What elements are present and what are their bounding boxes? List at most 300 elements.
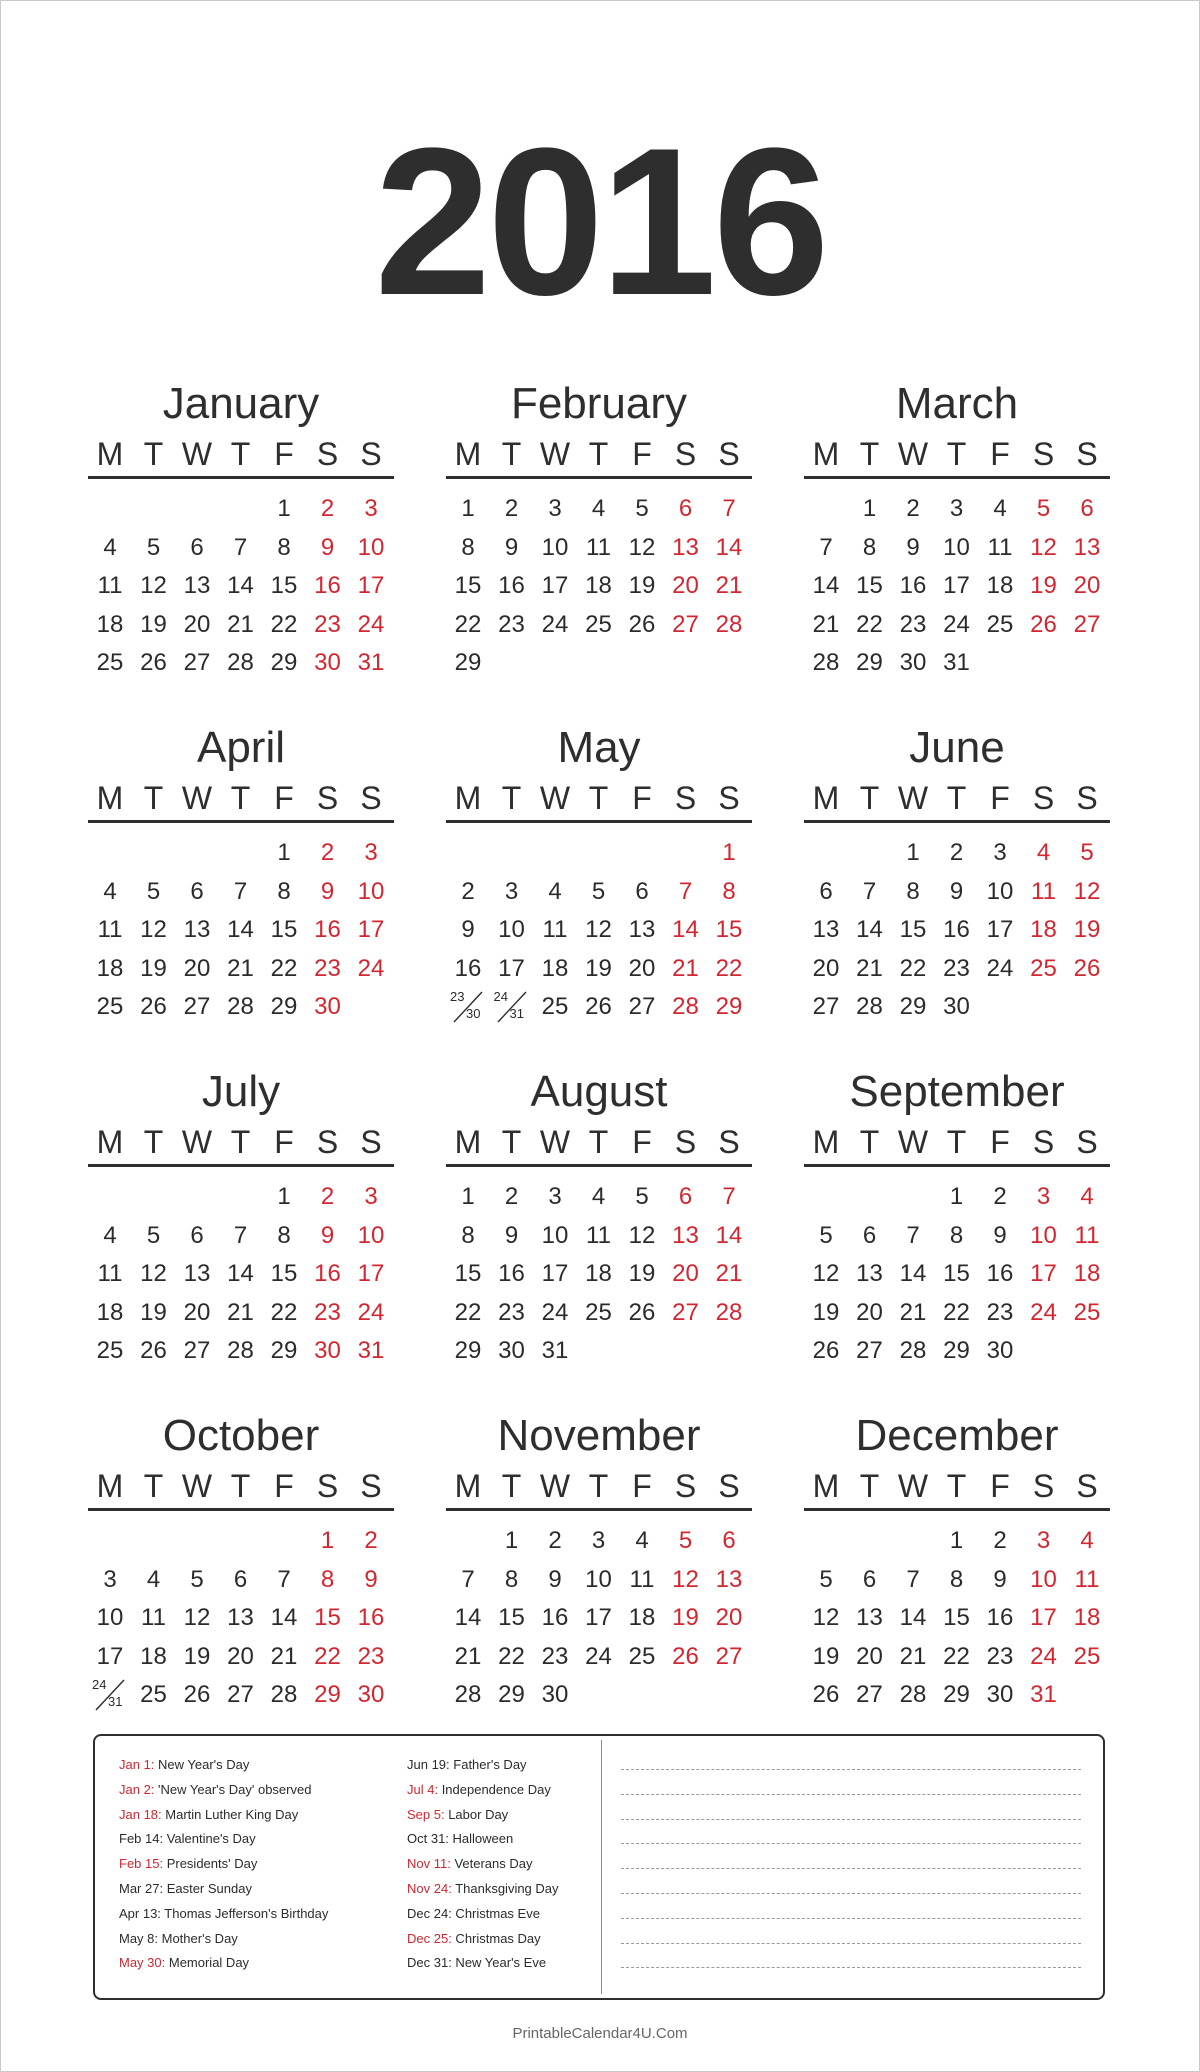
day-cell: 5 (190, 1565, 204, 1593)
day-cell: 7 (233, 1221, 248, 1249)
weekday-label: M (812, 1124, 840, 1160)
weekday-label: F (274, 780, 294, 816)
month-september (804, 1064, 1110, 1364)
day-cell: 16 (986, 1260, 1014, 1287)
day-cell: 1 (461, 1183, 475, 1210)
day-cell: 24 (357, 1298, 385, 1326)
day-cell: 28 (454, 1681, 482, 1708)
day-cell: 23 (498, 1298, 525, 1326)
weekday-label: T (946, 1468, 967, 1504)
day-cell: 10 (943, 533, 970, 561)
note-line (621, 1819, 1081, 1820)
day-cell: 2 (364, 1527, 378, 1554)
day-cell: 13 (715, 1565, 743, 1593)
day-cell: 22 (715, 954, 743, 982)
day-cell: 21 (227, 610, 254, 638)
day-cell: 6 (722, 1527, 736, 1554)
weekday-label: S (1032, 436, 1055, 472)
day-cell: 25 (1073, 1298, 1101, 1326)
day-cell: 18 (140, 1642, 167, 1670)
day-cell: 4 (591, 495, 606, 522)
weekday-label: M (454, 1124, 482, 1160)
day-cell: 7 (461, 1565, 475, 1593)
day-cell: 4 (635, 1527, 649, 1554)
day-cell: 8 (906, 877, 920, 905)
day-cell: 12 (1030, 533, 1057, 561)
day-cell: 21 (715, 1260, 743, 1287)
day-cell: 26 (183, 1681, 211, 1708)
holiday-item (407, 1830, 513, 1848)
day-cell: 30 (541, 1681, 569, 1708)
day-cell: 8 (949, 1221, 964, 1249)
weekday-label: F (632, 1124, 652, 1160)
day-cell: 9 (504, 533, 519, 561)
weekday-label: W (181, 1468, 213, 1504)
day-cell: 8 (461, 1221, 475, 1249)
day-cell: 12 (140, 572, 167, 599)
holiday-name: New Year's Eve (451, 1955, 547, 1971)
day-cell: 11 (1074, 1221, 1100, 1249)
day-cell: 13 (183, 572, 211, 599)
day-cell: 21 (856, 954, 883, 982)
day-cell: 30 (986, 1337, 1014, 1364)
day-cell: 8 (277, 877, 291, 905)
day-cell: 24 (541, 610, 569, 638)
weekday-label: S (718, 780, 740, 816)
holiday-item (407, 1880, 559, 1898)
day-cell: 17 (357, 1260, 385, 1287)
day-cell: 12 (585, 916, 612, 943)
day-cell: 28 (672, 993, 699, 1020)
day-cell: 25 (628, 1642, 656, 1670)
day-cell: 7 (277, 1565, 291, 1593)
weekday-label: S (1076, 780, 1098, 816)
weekday-label: W (539, 1468, 571, 1504)
day-cell: 7 (722, 495, 736, 522)
day-cell: 5 (635, 1183, 649, 1210)
weekday-label: F (990, 1468, 1010, 1504)
day-cell: 27 (183, 993, 211, 1020)
day-cell: 7 (233, 533, 248, 561)
day-cell: 2 (504, 1183, 519, 1210)
day-cell: 24 (986, 954, 1014, 982)
day-cell: 14 (270, 1604, 298, 1631)
day-cell: 1 (320, 1527, 335, 1554)
day-cell: 28 (899, 1337, 927, 1364)
day-cell: 24 (585, 1642, 612, 1670)
day-cell: 1 (277, 839, 291, 866)
day-cell: 15 (270, 916, 298, 943)
day-cell: 17 (1030, 1260, 1057, 1287)
day-cell: 17 (585, 1604, 612, 1631)
day-cell: 10 (1030, 1565, 1057, 1593)
weekday-label: S (360, 436, 382, 472)
holiday-divider (601, 1740, 602, 1994)
holiday-name: Valentine's Day (163, 1831, 256, 1847)
split-day-upper: 24 (493, 989, 508, 1004)
weekday-label: F (632, 436, 652, 472)
day-cell: 7 (233, 877, 248, 905)
weekday-header (88, 434, 394, 474)
day-cell: 12 (628, 533, 656, 561)
day-cell: 26 (585, 993, 612, 1020)
weekday-label: W (897, 1124, 929, 1160)
holiday-date: Apr 13: (119, 1905, 161, 1921)
holiday-name: Presidents' Day (163, 1856, 258, 1872)
day-cell: 12 (1073, 877, 1101, 905)
day-cell: 16 (454, 954, 482, 982)
day-cell: 20 (183, 1298, 211, 1326)
weekday-label: T (143, 1468, 164, 1504)
month-name: November (497, 1411, 701, 1460)
day-cell: 14 (454, 1604, 482, 1631)
day-cell: 17 (96, 1642, 124, 1670)
weekday-label: T (946, 780, 967, 816)
weekday-label: S (1076, 1124, 1098, 1160)
day-cell: 15 (270, 1260, 298, 1287)
holiday-name: Thomas Jefferson's Birthday (160, 1905, 329, 1921)
day-cell: 8 (277, 533, 291, 561)
holiday-item (407, 1930, 541, 1948)
day-cell: 26 (140, 649, 167, 676)
day-cell: 27 (183, 649, 211, 676)
day-cell: 3 (103, 1565, 117, 1593)
day-cell: 13 (856, 1604, 883, 1631)
weekday-label: S (316, 780, 339, 816)
weekday-label: T (588, 1468, 609, 1504)
weekday-label: T (501, 436, 522, 472)
holiday-date: Feb 15: (119, 1856, 164, 1872)
weekday-label: T (230, 1124, 251, 1160)
weekday-label: M (96, 1468, 124, 1504)
day-cell: 11 (1031, 877, 1056, 905)
day-cell: 3 (364, 495, 378, 522)
day-cell: 14 (715, 1221, 743, 1249)
weekday-label: S (718, 1468, 740, 1504)
month-august (446, 1064, 752, 1364)
day-cell: 25 (96, 993, 124, 1020)
day-cell: 22 (943, 1642, 970, 1670)
day-cell: 26 (812, 1337, 840, 1364)
day-cell: 23 (899, 610, 927, 638)
holiday-item (119, 1880, 252, 1898)
day-cell: 13 (856, 1260, 883, 1287)
day-cell: 1 (277, 495, 291, 522)
header-rule (88, 476, 394, 479)
day-cell: 9 (548, 1565, 562, 1593)
day-cell: 15 (943, 1604, 970, 1631)
day-cell: 13 (628, 916, 656, 943)
split-day-upper: 23 (450, 989, 465, 1004)
weekday-header (88, 1122, 394, 1162)
day-cell: 14 (856, 916, 883, 943)
weekday-label: F (632, 1468, 652, 1504)
day-cell: 3 (548, 495, 562, 522)
day-cell: 5 (819, 1565, 833, 1593)
month-november (446, 1408, 752, 1708)
day-cell: 27 (628, 993, 656, 1020)
day-cell: 14 (227, 916, 254, 943)
month-february (446, 376, 752, 676)
month-name: September (849, 1067, 1065, 1116)
holiday-item (119, 1855, 257, 1873)
weekday-label: M (454, 1468, 482, 1504)
split-day-cell (446, 988, 490, 1026)
day-cell: 30 (357, 1681, 385, 1708)
day-cell: 4 (1080, 1183, 1094, 1210)
day-cell: 8 (722, 877, 736, 905)
day-cell: 20 (628, 954, 656, 982)
weekday-label: T (501, 1124, 522, 1160)
weekday-label: S (316, 436, 339, 472)
day-cell: 15 (454, 572, 482, 599)
day-cell: 11 (987, 533, 1013, 561)
weekday-label: T (946, 1124, 967, 1160)
month-march (804, 376, 1110, 676)
weekday-label: M (454, 780, 482, 816)
day-cell: 25 (986, 610, 1014, 638)
weekday-label: T (588, 1124, 609, 1160)
day-cell: 26 (140, 1337, 167, 1364)
day-cell: 25 (585, 610, 612, 638)
day-cell: 17 (498, 954, 525, 982)
day-cell: 8 (277, 1221, 291, 1249)
day-cell: 14 (899, 1260, 927, 1287)
day-cell: 15 (498, 1604, 525, 1631)
day-cell: 19 (183, 1642, 211, 1670)
weekday-label: S (718, 1124, 740, 1160)
day-cell: 28 (715, 1298, 743, 1326)
day-cell: 12 (140, 1260, 167, 1287)
day-cell: 21 (812, 610, 840, 638)
day-cell: 28 (270, 1681, 298, 1708)
day-cell: 14 (812, 572, 840, 599)
weekday-header (446, 1122, 752, 1162)
day-cell: 20 (183, 610, 211, 638)
day-cell: 23 (986, 1298, 1014, 1326)
day-cell: 27 (812, 993, 840, 1020)
month-name: December (855, 1411, 1059, 1460)
weekday-label: F (274, 436, 294, 472)
day-cell: 16 (357, 1604, 385, 1631)
day-cell: 16 (943, 916, 970, 943)
weekday-label: T (946, 436, 967, 472)
day-cell: 16 (986, 1604, 1014, 1631)
day-cell: 19 (1030, 572, 1057, 599)
day-cell: 13 (1073, 533, 1101, 561)
day-cell: 22 (270, 1298, 298, 1326)
holiday-item (407, 1756, 527, 1774)
weekday-label: S (360, 1124, 382, 1160)
holiday-date: Nov 11: (407, 1856, 451, 1872)
weekday-label: S (1032, 780, 1055, 816)
day-cell: 16 (541, 1604, 569, 1631)
day-cell: 23 (357, 1642, 385, 1670)
day-cell: 24 (541, 1298, 569, 1326)
day-cell: 8 (862, 533, 877, 561)
split-day-lower: 31 (108, 1694, 123, 1709)
holiday-name: Mother's Day (158, 1930, 238, 1946)
day-cell: 29 (454, 1337, 482, 1364)
day-cell: 19 (628, 1260, 656, 1287)
day-cell: 11 (1074, 1565, 1100, 1593)
day-cell: 26 (628, 610, 656, 638)
day-cell: 31 (541, 1337, 569, 1364)
holiday-list (93, 1734, 1105, 2000)
header-rule (88, 1508, 394, 1511)
day-cell: 6 (190, 1221, 204, 1249)
day-cell: 16 (899, 572, 927, 599)
day-cell: 17 (1030, 1604, 1057, 1631)
day-cell: 2 (504, 495, 519, 522)
header-rule (804, 1164, 1110, 1167)
day-cell: 19 (140, 610, 167, 638)
day-cell: 31 (357, 1337, 385, 1364)
weekday-label: S (1032, 1468, 1055, 1504)
day-cell: 27 (672, 1298, 699, 1326)
header-rule (88, 820, 394, 823)
day-cell: 2 (320, 839, 335, 866)
holiday-item (119, 1806, 298, 1824)
day-cell: 11 (141, 1604, 166, 1631)
day-cell: 24 (357, 610, 385, 638)
day-cell: 6 (862, 1221, 877, 1249)
header-rule (446, 1508, 752, 1511)
day-cell: 28 (227, 1337, 254, 1364)
weekday-label: S (674, 436, 697, 472)
day-cell: 30 (314, 1337, 341, 1364)
note-line (621, 1918, 1081, 1919)
day-cell: 22 (498, 1642, 525, 1670)
day-cell: 28 (227, 993, 254, 1020)
day-cell: 3 (591, 1527, 606, 1554)
day-cell: 23 (314, 1298, 341, 1326)
weekday-label: S (674, 1468, 697, 1504)
weekday-header (446, 778, 752, 818)
month-name: January (162, 379, 320, 428)
holiday-item (119, 1930, 238, 1948)
weekday-label: W (539, 780, 571, 816)
split-day-upper: 24 (92, 1677, 107, 1692)
weekday-label: S (316, 1124, 339, 1160)
day-cell: 14 (227, 572, 254, 599)
note-line (621, 1943, 1081, 1944)
day-cell: 9 (993, 1565, 1007, 1593)
day-cell: 15 (314, 1604, 341, 1631)
day-cell: 20 (812, 954, 840, 982)
day-cell: 29 (856, 649, 883, 676)
day-cell: 29 (270, 649, 298, 676)
holiday-date: Dec 31: (407, 1955, 452, 1971)
weekday-label: F (274, 1468, 294, 1504)
weekday-label: T (143, 436, 164, 472)
month-july (88, 1064, 394, 1364)
weekday-label: S (674, 1124, 697, 1160)
weekday-label: M (454, 436, 482, 472)
day-cell: 14 (715, 533, 743, 561)
holiday-date: Oct 31: (407, 1831, 449, 1847)
day-cell: 20 (856, 1298, 883, 1326)
holiday-item (407, 1806, 508, 1824)
note-line (621, 1893, 1081, 1894)
day-cell: 1 (862, 495, 877, 522)
day-cell: 27 (183, 1337, 211, 1364)
day-cell: 11 (586, 533, 611, 561)
holiday-name: Independence Day (438, 1781, 551, 1797)
day-cell: 15 (454, 1260, 482, 1287)
holiday-item (119, 1756, 249, 1774)
weekday-label: S (1076, 436, 1098, 472)
day-cell: 1 (504, 1527, 519, 1554)
holiday-name: 'New Year's Day' observed (154, 1781, 312, 1797)
day-cell: 3 (548, 1183, 562, 1210)
day-cell: 16 (314, 916, 341, 943)
weekday-label: T (588, 436, 609, 472)
day-cell: 7 (906, 1221, 920, 1249)
day-cell: 22 (899, 954, 927, 982)
day-cell: 11 (97, 1260, 123, 1287)
day-cell: 20 (183, 954, 211, 982)
day-cell: 23 (314, 610, 341, 638)
day-cell: 6 (190, 533, 204, 561)
day-cell: 10 (96, 1604, 124, 1631)
day-cell: 24 (1030, 1298, 1057, 1326)
day-cell: 1 (461, 495, 475, 522)
note-line (621, 1843, 1081, 1844)
day-cell: 21 (227, 954, 254, 982)
day-cell: 23 (498, 610, 525, 638)
day-cell: 12 (628, 1221, 656, 1249)
holiday-name: Veterans Day (450, 1856, 533, 1872)
weekday-label: T (230, 1468, 251, 1504)
day-cell: 13 (183, 1260, 211, 1287)
split-day-lower: 31 (509, 1006, 524, 1021)
day-cell: 28 (227, 649, 254, 676)
day-cell: 13 (672, 533, 699, 561)
holiday-name: Thanksgiving Day (451, 1881, 559, 1896)
day-cell: 22 (943, 1298, 970, 1326)
day-cell: 4 (146, 1565, 161, 1593)
month-october (88, 1408, 394, 1708)
day-cell: 6 (233, 1565, 248, 1593)
day-cell: 7 (862, 877, 877, 905)
month-name: July (201, 1067, 281, 1116)
day-cell: 27 (227, 1681, 254, 1708)
day-cell: 12 (812, 1604, 840, 1631)
holiday-date: Jun 19: (407, 1757, 450, 1772)
day-cell: 27 (856, 1337, 883, 1364)
day-cell: 5 (678, 1527, 693, 1554)
day-cell: 26 (1073, 954, 1101, 982)
day-cell: 8 (949, 1565, 964, 1593)
day-cell: 15 (715, 916, 743, 943)
day-cell: 7 (819, 533, 833, 561)
day-cell: 23 (943, 954, 970, 982)
day-cell: 1 (906, 839, 920, 866)
day-cell: 24 (1030, 1642, 1057, 1670)
day-cell: 29 (715, 993, 743, 1020)
weekday-label: W (181, 780, 213, 816)
day-cell: 28 (899, 1681, 927, 1708)
day-cell: 14 (672, 916, 699, 943)
day-cell: 1 (949, 1183, 964, 1210)
day-cell: 9 (320, 1221, 335, 1249)
day-cell: 22 (856, 610, 883, 638)
day-cell: 17 (357, 916, 385, 943)
day-cell: 19 (1073, 916, 1101, 943)
weekday-label: W (897, 1468, 929, 1504)
holiday-date: Dec 25: (407, 1930, 452, 1946)
